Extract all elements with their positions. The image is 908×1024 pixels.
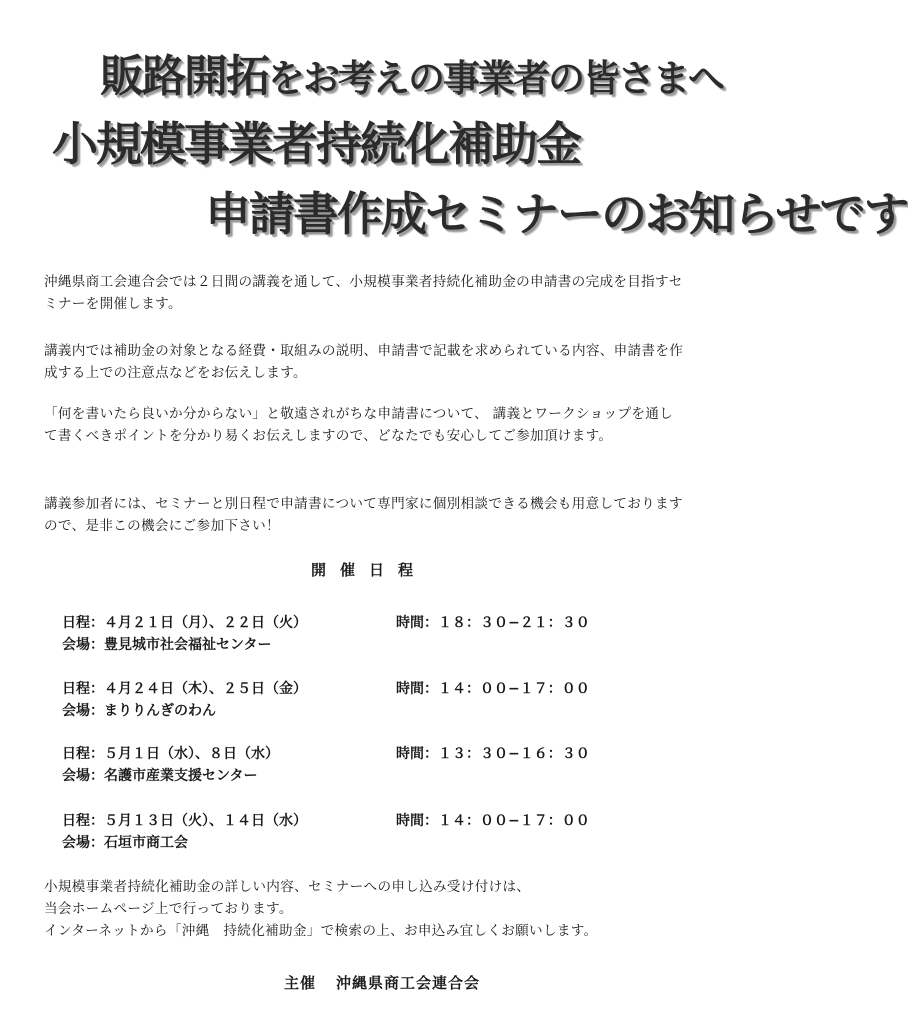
headline-line-2: 小規模事業者持続化補助金	[52, 117, 580, 171]
organizer-footer	[0, 972, 724, 993]
intro-paragraph-4: 講義参加者には、セミナーと別日程で申請書について専門家に個別相談できる機会も用意しておりますので、是非この機会にご参加下さい！	[44, 496, 683, 534]
closing-line-3: インターネットから「沖縄 持続化補助金」で検索の上、お申込み宜しくお願いします。	[44, 923, 598, 939]
closing-text	[44, 876, 684, 942]
headline-line-3: 申請書作成セミナーのお知らせです	[205, 187, 908, 241]
intro-paragraph-3: 「何を書いたら良いか分からない」と敬遠されがちな申請書について、 講義とワークショップを通して書くべきポイントを分かり易くお伝えしますので、どなたでも安心してご参加頂けます。	[44, 406, 674, 444]
session-time: 時間：１３：３０−１６：３０	[396, 746, 590, 762]
closing-line-2: 当会ホームページ上で行っております。	[44, 901, 293, 917]
session-date: 日程：４月２４日（木）、２５日（金）	[62, 681, 307, 697]
closing-line-1: 小規模事業者持続化補助金の詳しい内容、セミナーへの申し込み受け付けは、	[44, 879, 531, 895]
intro-paragraph-1: 沖縄県商工会連合会では２日間の講義を通して、小規模事業者持続化補助金の申請書の完成を目指すセミナーを開催します。	[44, 274, 683, 312]
schedule-title: 開催日程	[310, 561, 427, 579]
session-venue: 会場：まりりんぎのわん	[62, 703, 216, 719]
session-date: 日程：５月１３日（火）、１４日（水）	[62, 813, 307, 829]
session-venue: 会場：名護市産業支援センター	[62, 768, 258, 784]
session-time: 時間：１４：００−１７：００	[396, 681, 590, 697]
schedule-session	[62, 743, 622, 787]
schedule-session	[62, 678, 622, 722]
headline-line-1-rest: をお考えの事業者の皆さまへ	[268, 57, 723, 100]
session-time: 時間：１４：００−１７：００	[396, 813, 590, 829]
organizer-name: 沖縄県商工会連合会	[336, 974, 481, 992]
headline-highlight: 販路開拓	[100, 51, 268, 102]
session-venue: 会場：豊見城市社会福祉センター	[62, 637, 272, 653]
session-date: 日程：５月１日（水）、８日（水）	[62, 746, 279, 762]
organizer-label: 主催	[283, 974, 316, 992]
session-time: 時間：１８：３０−２１：３０	[396, 615, 590, 631]
intro-paragraph-2: 講義内では補助金の対象となる経費・取組みの説明、申請書で記載を求められている内容、申請書を作成する上での注意点などをお伝えします。	[44, 343, 684, 381]
session-date: 日程：４月２１日（月）、２２日（火）	[62, 615, 307, 631]
schedule-session	[62, 810, 622, 854]
headline-line-1	[100, 40, 723, 104]
schedule-session	[62, 612, 622, 656]
session-venue: 会場：石垣市商工会	[62, 835, 188, 851]
